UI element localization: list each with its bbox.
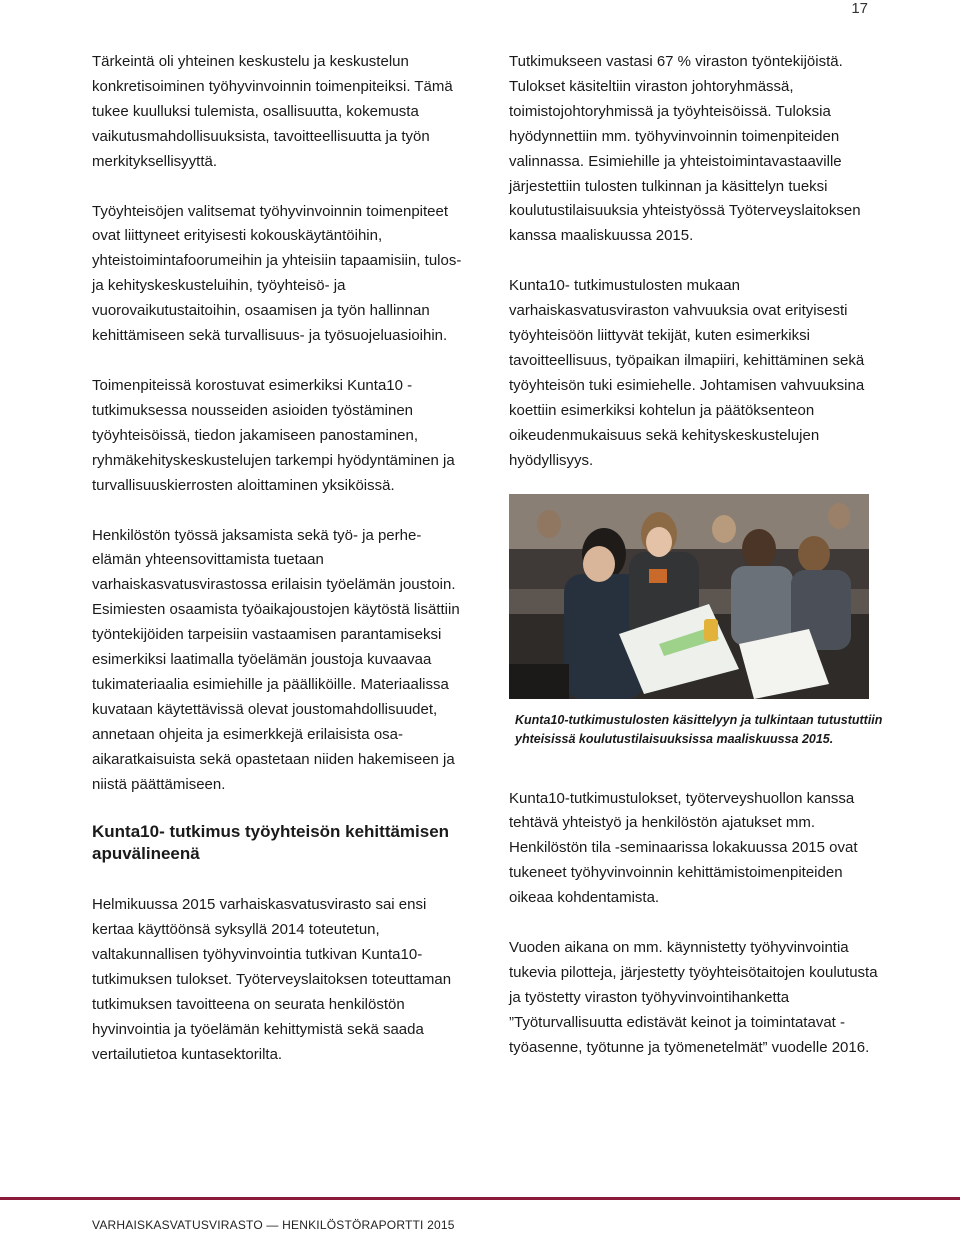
photo-caption: Kunta10-tutkimustulosten käsittelyyn ja tulkintaan tutustuttiin yhteisissä koulutustilaisuuksissa maaliskuussa 2015. bbox=[515, 712, 883, 746]
left-paragraph-5: Helmikuussa 2015 varhaiskasvatusvirasto sai ensi kertaa käyttöönsä syksyllä 2014 toteutetun, valtakunnallisen työhyvinvointia tutkivan Kunta10-tutkimuksen tulokset. Työterveyslaitoksen toteuttaman tutkimuksen tavoitteena on seurata henkilöstön hyvinvointia ja työelämän kehittymistä sekä saada vertailutietoa kuntasektorilta. bbox=[92, 896, 452, 1063]
footer-divider bbox=[0, 1197, 960, 1200]
left-paragraph-3: Toimenpiteissä korostuvat esimerkiksi Kunta10 - tutkimuksessa nousseiden asioiden työstäminen työyhteisöissä, tiedon jakamiseen panostaminen, ryhmäkehityskeskustelujen tarkempi hyödyntäminen ja turvallisuuskierrosten aloittaminen yksiköissä. bbox=[92, 376, 455, 494]
left-column bbox=[92, 50, 464, 1093]
right-column bbox=[509, 50, 889, 1086]
page-number: 17 bbox=[851, 0, 868, 17]
training-photo bbox=[509, 494, 869, 699]
right-paragraph-2: Kunta10- tutkimustulosten mukaan varhaiskasvatusviraston vahvuuksia ovat erityisesti työyhteisöön liittyvät tekijät, kuten esimerkiksi tavoitteellisuus, työpaikan ilmapiiri, kehittäminen sekä työyhteisön tuki esimiehelle. Johtamisen vahvuuksina koettiin esimerkiksi kohtelun ja päätöksenteon oikeudenmukaisuus sekä kehityskeskustelujen hyödyllisyys. bbox=[509, 277, 865, 469]
section-heading: Kunta10- tutkimus työyhteisön kehittämisen apuvälineenä bbox=[92, 822, 450, 864]
footer-text: VARHAISKASVATUSVIRASTO — HENKILÖSTÖRAPORTTI 2015 bbox=[92, 1218, 455, 1232]
right-paragraph-3: Kunta10-tutkimustulokset, työterveyshuollon kanssa tehtävä yhteistyö ja henkilöstön ajatukset mm. Henkilöstön tila -seminaarissa lokakuussa 2015 ovat tukeneet työhyvinvoinnin kehittämistoimenpiteiden oikeaa kohdentamista. bbox=[509, 789, 858, 907]
right-paragraph-4: Vuoden aikana on mm. käynnistetty työhyvinvointia tukevia pilotteja, järjestetty työyhteisötaitojen koulutusta ja työstetty viraston työhyvinvointihanketta ”Työturvallisuutta edistävät keinot ja toimintatavat - työasenne, työtunne ja työmenetelmät” vuodelle 2016. bbox=[509, 939, 878, 1056]
right-paragraph-1: Tutkimukseen vastasi 67 % viraston työntekijöistä. Tulokset käsiteltiin viraston johtoryhmässä, toimistojohtoryhmissä ja työyhteisöissä. Tuloksia hyödynnettiin mm. työhyvinvoinnin toimenpiteiden valinnassa. Esimiehille ja yhteistoimintavastaaville järjestettiin tulosten tulkinnan ja käsittelyn tueksi koulutustilaisuuksia yhteistyössä Työterveyslaitoksen kanssa maaliskuussa 2015. bbox=[509, 53, 861, 245]
left-paragraph-4: Henkilöstön työssä jaksamista sekä työ- ja perhe-elämän yhteensovittamista tuetaan varhaiskasvatusvirastossa erilaisin työelämän joustoin. Esimiesten osaamista työaikajoustojen käytöstä lisättiin työntekijöiden tarpeisiin vastaamisen parantamiseksi esimerkiksi laatimalla työelämän joustoja kuvaavaa tukimateriaalia esimiehille ja päälliköille. Materiaalissa kuvataan käytettävissä olevat joustomahdollisuudet, annetaan ohjeita ja esimerkkejä erilaisista osa-aikaratkaisuista sekä opastetaan niiden hakemiseen ja niistä päättämiseen. bbox=[92, 526, 460, 793]
left-paragraph-1: Tärkeintä oli yhteinen keskustelu ja keskustelun konkretisoiminen työhyvinvoinnin toimenpiteiksi. Tämä tukee kuulluksi tulemista, osallisuutta, kokemusta vaikutusmahdollisuuksista, tavoitteellisuutta ja työn merkityksellisyyttä. bbox=[92, 53, 453, 170]
left-paragraph-2: Työyhteisöjen valitsemat työhyvinvoinnin toimenpiteet ovat liittyneet erityisesti kokouskäytäntöihin, yhteistoimintafoorumeihin ja yhteisiin tapaamisiin, tulos- ja kehityskeskusteluihin, työyhteisö- ja vuorovaikutustaitoihin, osaamisen ja työn hallinnan kehittämiseen sekä turvallisuus- ja työsuojeluasioihin. bbox=[92, 202, 462, 345]
